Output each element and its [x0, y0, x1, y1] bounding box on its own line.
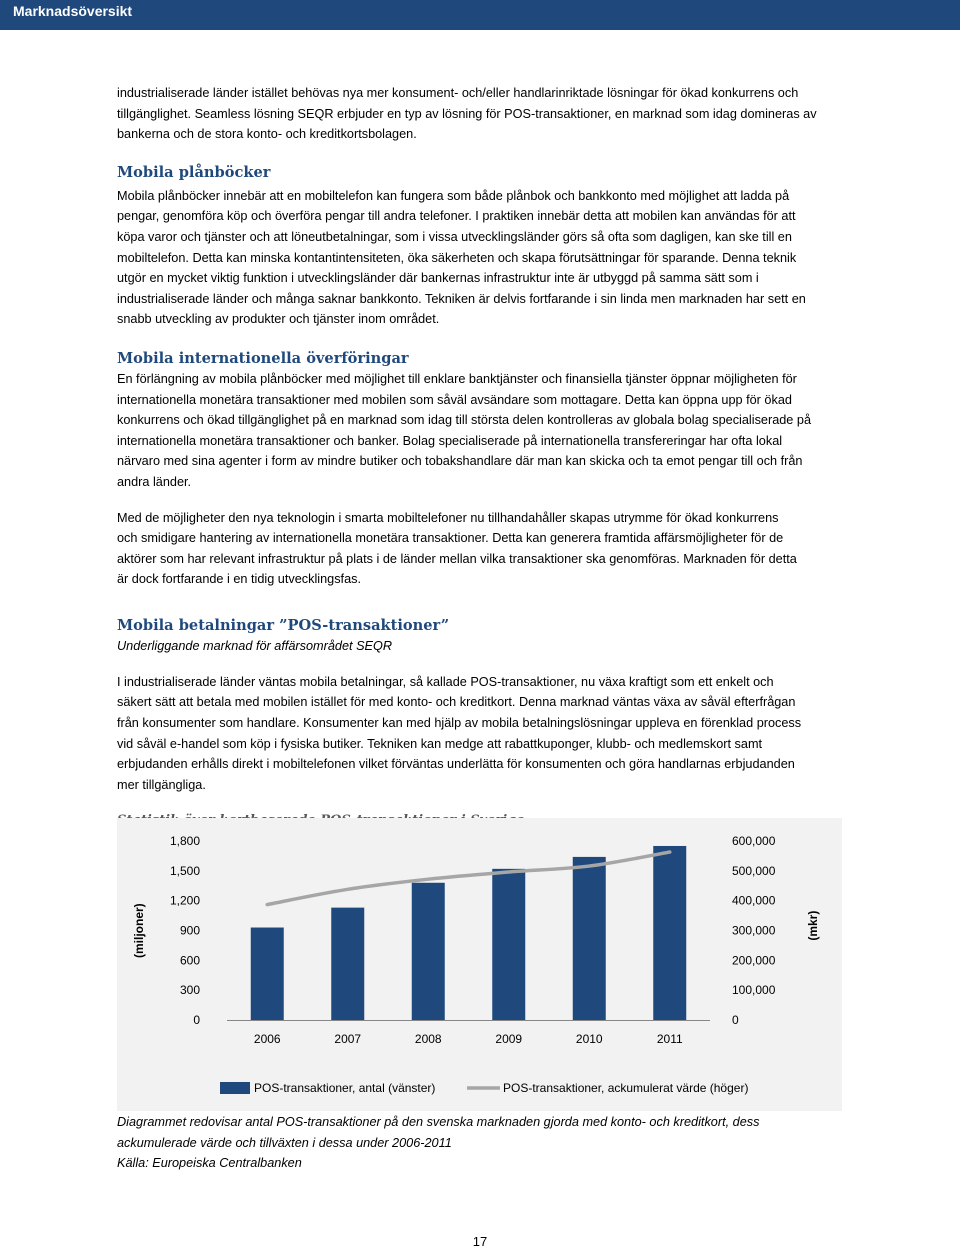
y2-tick-label: 0	[732, 1013, 739, 1027]
payments-paragraph	[117, 672, 845, 796]
y2-axis-label: (mkr)	[806, 910, 820, 941]
heading-international-transfers: Mobila internationella överföringar	[117, 349, 409, 367]
bar	[412, 883, 445, 1020]
y2-tick-label: 500,000	[732, 863, 776, 878]
y2-tick-label: 600,000	[732, 834, 776, 848]
text-line: vid såväl e-handel som köp i fysiska butiker. Tekniken kan medge att rabattkuponger, klubb- och medlemskort samt	[117, 736, 763, 751]
text-line: pengar, genomföra köp och överföra pengar till andra telefoner. I praktiken innebär detta att mobilen kan användas för att	[117, 209, 796, 224]
legend-label: POS-transaktioner, ackumulerat värde (höger)	[503, 1081, 749, 1095]
caption-block	[117, 1112, 845, 1174]
text-line: är dock fortfarande i en tidig utvecklingsfas.	[117, 572, 362, 587]
y-tick-label: 0	[193, 1013, 200, 1027]
caption-line: Diagrammet redovisar antal POS-transaktioner på den svenska marknaden gjorda med konto- och kreditkort, dess	[117, 1115, 760, 1129]
caption-line: ackumulerade värde och tillväxten i dessa under 2006-2011	[117, 1135, 452, 1150]
header-title: Marknadsöversikt	[13, 3, 133, 19]
text-line: från konsumenter som handlare. Konsumenter kan med hjälp av mobila betalningslösningar uppleva en förenklad process	[117, 716, 802, 731]
legend-swatch-bar	[220, 1082, 250, 1094]
y-tick-label: 900	[179, 923, 200, 938]
text-line: snabb utveckling av produkter och tjänster inom området.	[117, 312, 440, 327]
text-line: konkurrens och ökad tillgänglighet på en marknad som idag till största delen kontrolleras av globala bolag specialiserade på	[117, 413, 811, 428]
text-line: tillgänglighet. Seamless lösning SEQR erbjuder en typ av lösning för POS-transaktioner, en marknad som idag domineras av	[117, 106, 817, 121]
x-tick-label: 2008	[414, 1032, 442, 1046]
text-line: utgör en mycket viktig funktion i utvecklingsländer där bankernas infrastruktur inte är utbyggd på samma sätt som i	[117, 271, 759, 286]
x-tick-label: 2007	[334, 1032, 362, 1046]
subheading-seqr: Underliggande marknad för affärsområdet SEQR	[117, 638, 393, 653]
bar	[331, 908, 364, 1020]
bar	[653, 846, 686, 1020]
text-line: och smidigare hantering av internationella monetära transaktioner. Detta kan generera framtida affärsmöjligheter för de	[117, 531, 784, 546]
header-bar	[0, 0, 960, 30]
bar	[573, 857, 606, 1020]
text-line: internationella monetära transaktioner med mobilen som såväl avsändare som mottagare. Detta kan öppna upp för ökad	[117, 392, 792, 407]
text-line: industrialiserade länder och många saknar bankkonto. Tekniken är delvis fortfarande i sin linda men marknaden har sett en	[117, 291, 806, 306]
wallets-paragraph	[117, 186, 845, 330]
y2-tick-label: 300,000	[732, 923, 776, 938]
chart-area	[117, 818, 842, 1111]
intro-paragraph	[117, 83, 845, 145]
main-content	[117, 83, 845, 831]
text-line: närvaro med sina agenter i form av mindre butiker och tobakshandlare där man kan skicka och ta emot pengar till och från	[117, 454, 803, 469]
page-number: 17	[472, 1234, 488, 1249]
y2-tick-label: 400,000	[732, 893, 776, 908]
chart-caption	[117, 1112, 845, 1174]
pos-transactions-chart	[117, 818, 842, 1111]
text-line: bankerna och de stora konto- och kreditkortsbolagen.	[117, 127, 417, 142]
text-line: köpa varor och tjänster och att löneutbetalningar, som i vissa utvecklingsländer görs så ofta som dagligen, kan ske till en	[117, 229, 792, 244]
y2-tick-label: 200,000	[732, 953, 776, 968]
text-line: I industrialiserade länder väntas mobila betalningar, så kallade POS-transaktioner, nu växa kraftigt som ett enkelt och	[117, 674, 774, 689]
y-tick-label: 1,500	[169, 863, 200, 878]
series-line	[267, 852, 670, 905]
text-line: mer tillgängliga.	[117, 777, 206, 792]
y2-tick-label: 100,000	[732, 983, 776, 998]
text-line: internationella monetära transaktioner och banker. Bolag specialiserade på internationella transfereringar har ofta lokal	[117, 433, 783, 448]
y-axis-label: (miljoner)	[132, 903, 146, 959]
caption-source: Källa: Europeiska Centralbanken	[117, 1156, 302, 1171]
x-tick-label: 2009	[495, 1032, 523, 1046]
text-line: mobiltelefon. Detta kan minska kontantintensiteten, öka säkerheten och skapa förutsättningar för sparande. Denna teknik	[117, 250, 797, 265]
y-tick-label: 1,200	[169, 893, 200, 908]
y-tick-label: 1,800	[169, 834, 200, 848]
x-tick-label: 2006	[253, 1032, 281, 1046]
y-tick-label: 300	[179, 983, 200, 998]
x-tick-label: 2010	[575, 1032, 603, 1046]
text-line: Med de möjligheter den nya teknologin i smarta mobiltelefoner nu tillhandahåller skapas utrymme för ökad konkurrens	[117, 510, 779, 525]
transfers-paragraph-1	[117, 369, 845, 493]
transfers-paragraph-2	[117, 508, 845, 590]
text-line: En förlängning av mobila plånböcker med möjlighet till enklare banktjänster och finansiella tjänster öppnar möjligheten för	[117, 371, 797, 386]
heading-mobile-payments: Mobila betalningar ”POS-transaktioner”	[117, 616, 450, 634]
bar	[251, 928, 284, 1020]
text-line: aktörer som har relevant infrastruktur på plats i de länder mellan vilka transaktioner ska genomföras. Marknaden för detta	[117, 551, 797, 566]
text-line: andra länder.	[117, 474, 192, 489]
text-line: industrialiserade länder istället behövas nya mer konsument- och/eller handlarinriktade lösningar för ökad konkurrens och	[117, 86, 799, 100]
x-tick-label: 2011	[656, 1032, 683, 1046]
text-line: säkert sätt att betala med mobilen istället för med konto- och kreditkort. Denna marknad väntas växa av såväl efterfrågan	[117, 695, 796, 710]
heading-mobile-wallets: Mobila plånböcker	[117, 163, 271, 181]
legend-label: POS-transaktioner, antal (vänster)	[254, 1081, 436, 1095]
y-tick-label: 600	[179, 953, 200, 968]
bar	[492, 869, 525, 1020]
text-line: erbjudanden erhålls direkt i mobiltelefonen vilket förväntas underlätta för konsumenten och göra handlarnas erbjudanden	[117, 757, 795, 772]
text-line: Mobila plånböcker innebär att en mobiltelefon kan fungera som både plånbok och bankkonto med möjlighet att ladda på	[117, 188, 790, 203]
